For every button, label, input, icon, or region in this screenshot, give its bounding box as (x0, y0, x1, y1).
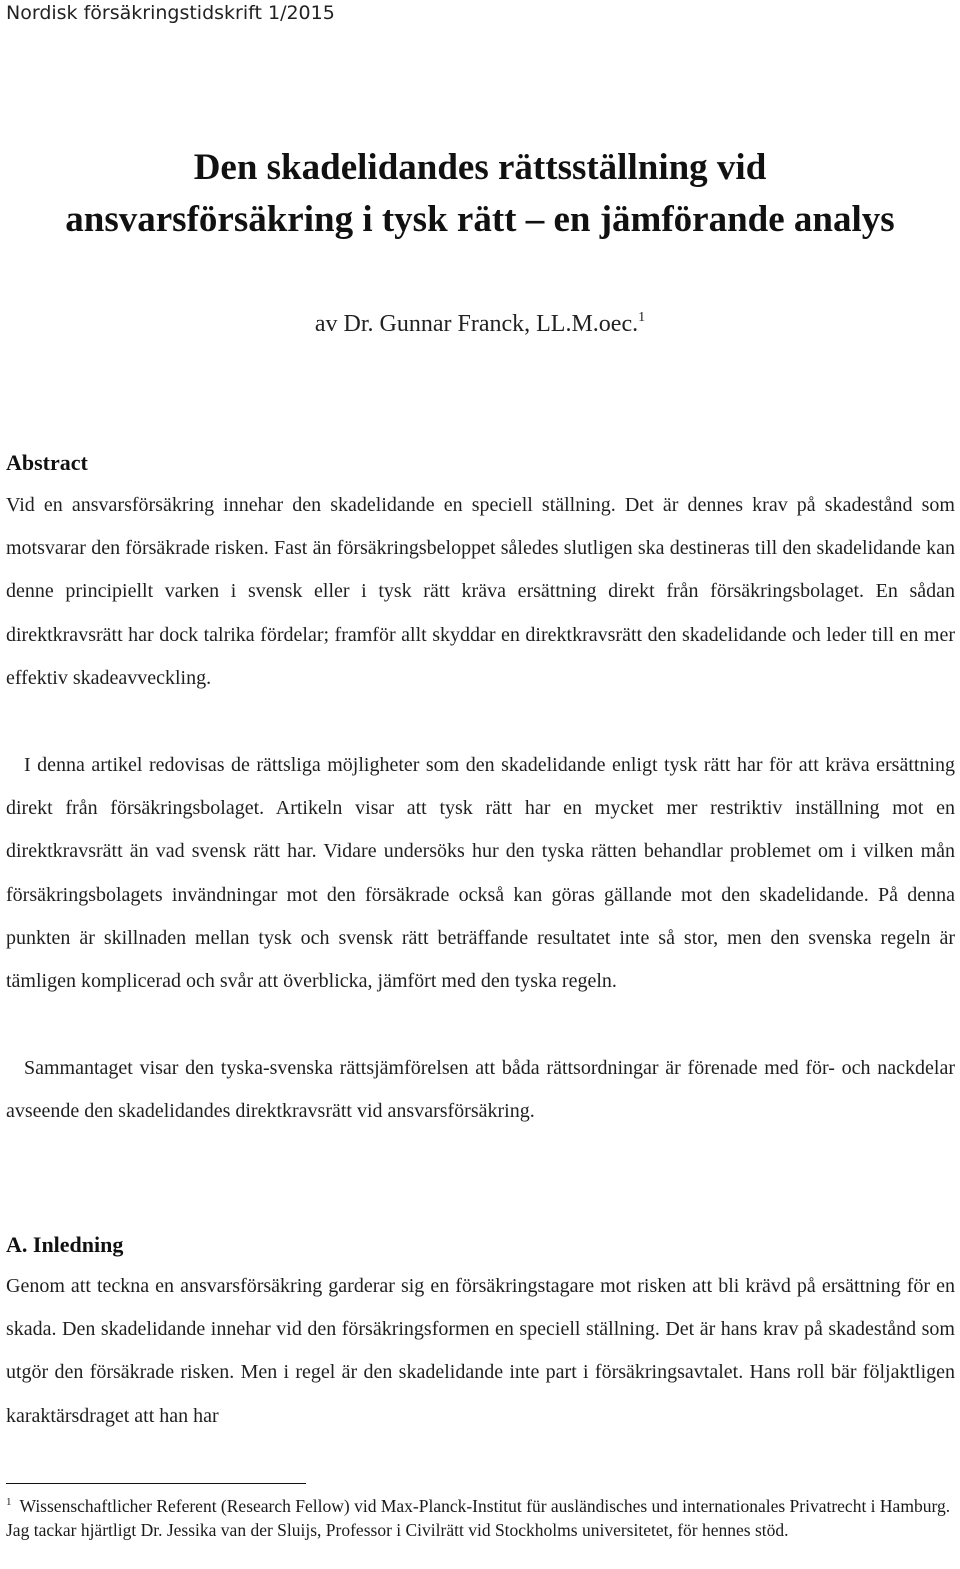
section-a-heading: A. Inledning (6, 1232, 124, 1257)
footnote (6, 1494, 955, 1542)
abstract-heading: Abstract (6, 450, 88, 475)
article-title-line-1: Den skadelidandes rättsställning vid (193, 147, 767, 188)
article-title-line-2: ansvarsförsäkring i tysk rätt – en jämförande analys (65, 199, 895, 240)
abstract-paragraph-3: Sammantaget visar den tyska-svenska rättsjämförelsen att båda rättsordningar är förenade med för- och nackdelar avseende den skadelidandes direktkravsrätt vid ansvarsförsäkring. (6, 1057, 955, 1123)
footnote-mark: 1 (6, 1496, 12, 1508)
author-footnote-mark: 1 (638, 310, 646, 325)
footnote-separator (6, 1483, 306, 1484)
author-byline (0, 308, 960, 340)
author-name: av Dr. Gunnar Franck, LL.M.oec. (314, 311, 639, 337)
abstract-paragraph-2: I denna artikel redovisas de rättsliga möjligheter som den skadelidande enligt tysk rätt har för att kräva ersättning direkt från försäkringsbolaget. Artikeln visar att tysk rätt har en mycket mer restriktiv inställning mot en direktkravsrätt än vad svensk rätt har. Vidare undersöks hur den tyska rätten behandlar problemet om i vilken mån försäkringsbolagets invändningar mot den försäkrade också kan göras gällande mot den skadelidande. På denna punkten är skillnaden mellan tysk och svensk rätt beträffande resultatet inte så stor, men den svenska regeln är tämligen komplicerad och svår att överblicka, jämfört med den tyska regeln. (6, 754, 955, 993)
abstract-paragraph-1: Vid en ansvarsförsäkring innehar den skadelidande en speciell ställning. Det är dennes krav på skadestånd som motsvarar den försäkrade risken. Fast än försäkringsbeloppet således slutligen ska destineras till den skadelidande kan denne principiellt varken i svensk eller i tysk rätt kräva ersättning direkt från försäkringsbolaget. En sådan direktkravsrätt har dock talrika fördelar; framför allt skyddar en direktkravsrätt den skadelidande och leder till en mer effektiv skadeavveckling. (6, 494, 955, 689)
footnote-text: Wissenschaftlicher Referent (Research Fellow) vid Max-Planck-Institut für ausländisches und internationales Privatrecht i Hamburg. Jag tackar hjärtligt Dr. Jessika van der Sluijs, Professor i Civilrätt vid Stockholms universitetet, för hennes stöd. (6, 1496, 951, 1540)
article-title (0, 142, 960, 246)
section-a-paragraph: Genom att teckna en ansvarsförsäkring garderar sig en försäkringstagare mot risken att bli krävd på ersättning för en skada. Den skadelidande innehar vid den försäkringsformen en speciell ställning. Det är hans krav på skadestånd som utgör den försäkrade risken. Men i regel är den skadelidande inte part i försäkringsavtalet. Hans roll bär följaktligen karaktärsdraget att han har (6, 1275, 955, 1427)
running-head: Nordisk försäkringstidskrift 1/2015 (6, 2, 335, 24)
